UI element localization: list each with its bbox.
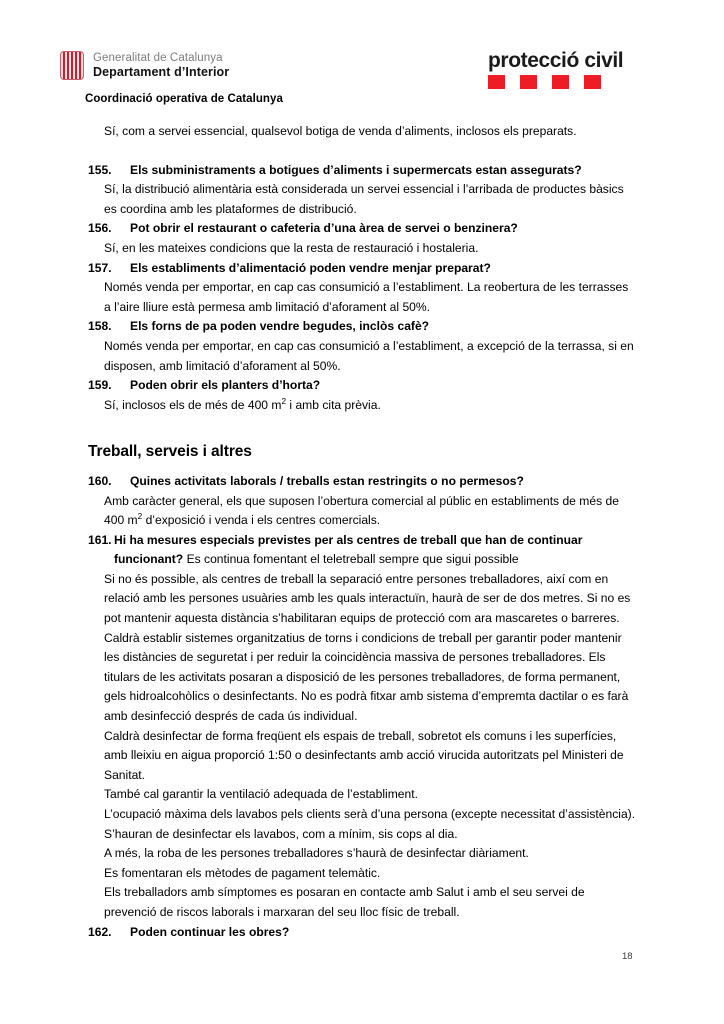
question-number: 162.	[88, 924, 112, 939]
answer-paragraph: Es fomentaran els mètodes de pagament telemàtic.	[104, 865, 381, 880]
generalitat-name: Generalitat de Catalunya	[93, 52, 223, 64]
question-number: 161.	[88, 532, 112, 547]
qa-item-157	[88, 259, 636, 318]
question-text: Poden continuar les obres?	[130, 924, 290, 939]
question-text: Quines activitats laborals / treballs estan restringits o no permesos?	[130, 473, 524, 488]
question-number: 158.	[88, 319, 112, 334]
question-number: 160.	[88, 473, 112, 488]
intro-answer: Sí, com a servei essencial, qualsevol botiga de venda d’aliments, inclosos els preparats.	[104, 124, 577, 138]
superscript-exponent: 2	[281, 396, 287, 406]
question-number: 157.	[88, 260, 112, 275]
qa-item-156	[88, 219, 636, 258]
question-text	[114, 531, 636, 570]
question-number: 159.	[88, 378, 112, 393]
answer-paragraph: Si no és possible, als centres de treball la separació entre persones treballadores, així com en relació amb les persones usuàries amb les quals interactuïn, haurà de ser de dos metres. Si no es pot mantenir aquesta distància s’habilitaran equips de protecció com ara mascaretes o barreres. Caldrà establir sistemes organitzatius de torns i condicions de treball per garantir poder mantenir les distàncies de seguretat i per reduir la coincidència massiva de persones treballadores. Els titulars de les activitats posaran a disposició de les persones treballadores, de forma permanent, gels hidroalcohòlics o desinfectants. No es podrà fitxar amb sistema d’empremta dactilar o es farà amb desinfecció després de cada ús individual.	[104, 571, 631, 724]
red-square-icon	[552, 75, 569, 89]
answer-text-post: d’exposició i venda i els centres comercials.	[142, 513, 381, 528]
shield-stripes	[63, 52, 81, 79]
qa-item-160	[88, 472, 636, 531]
document-body	[88, 122, 636, 942]
answer-text-pre: Amb caràcter general, els que suposen l’obertura comercial al públic en establiments de més de 400 m	[104, 493, 619, 528]
page-header	[0, 0, 724, 110]
question-row	[88, 259, 636, 279]
answer-text-pre: Sí, inclosos els de més de 400 m	[104, 397, 282, 412]
answer-text-post: i amb cita prèvia.	[286, 397, 381, 412]
question-text: Poden obrir els planters d’horta?	[130, 378, 321, 393]
question-row	[88, 376, 636, 396]
qa-item-162	[88, 923, 636, 943]
qa-item-159	[88, 376, 636, 415]
answer-text: Només venda per emportar, en cap cas consumició a l’establiment. La reobertura de les terrasses a l’aire lliure està permesa amb limitació d’aforament al 50%.	[104, 280, 629, 314]
question-row	[88, 161, 636, 181]
question-text: Els establiments d’alimentació poden vendre menjar preparat?	[130, 260, 491, 275]
answer-text: Sí, en les mateixes condicions que la resta de restauració i hostaleria.	[104, 240, 479, 255]
question-text-bold: Hi ha mesures especials previstes per als centres de treball que han de continuar funcionant?	[114, 532, 583, 567]
inline-answer-text: Es continua fomentant el teletreball sempre que sigui possible	[183, 552, 519, 567]
qa-item-155	[88, 161, 636, 220]
superscript-exponent: 2	[137, 512, 143, 522]
generalitat-logo-text	[93, 51, 229, 79]
answer-text: Només venda per emportar, en cap cas consumició a l’establiment, a excepció de la terrassa, si en disposen, amb limitació d’aforament al 50%.	[104, 338, 634, 373]
proteccio-civil-wordmark: protecció civil	[488, 49, 624, 72]
question-row	[88, 317, 636, 337]
question-row	[88, 472, 636, 492]
question-text: Els forns de pa poden vendre begudes, inclòs cafè?	[130, 319, 430, 334]
answer-paragraph: A més, la roba de les persones treballadores s’haurà de desinfectar diàriament.	[104, 846, 529, 861]
answer-paragraph: L’ocupació màxima dels lavabos pels clients serà d’una persona (excepte necessitat d’assistència). S’hauran de desinfectar els lavabos, com a mínim, sis cops al dia.	[104, 807, 636, 841]
page-number: 18	[622, 951, 633, 962]
answer-text: Sí, la distribució alimentària està considerada un servei essencial i l’arribada de productes bàsics es coordina amb les plataformes de distribució.	[104, 182, 624, 216]
answer-paragraph: També cal garantir la ventilació adequada de l’establiment.	[104, 787, 418, 802]
question-number: 155.	[88, 162, 112, 177]
answer-paragraph: Caldrà desinfectar de forma freqüent els espais de treball, sobretot els comuns i les superfícies, amb lleixiu en aigua proporció 1:50 o desinfectants amb acció virucida autoritzats pel Ministeri de Sanitat.	[104, 728, 624, 782]
red-square-icon	[520, 75, 537, 89]
generalitat-logo	[60, 51, 229, 80]
answer-paragraph: Els treballadors amb símptomes es posaran en contacte amb Salut i amb el seu servei de prevenció de riscos laborals i marxaran del seu lloc físic de treball.	[104, 885, 585, 919]
section-heading: Treball, serveis i altres	[88, 443, 252, 461]
answer-text	[104, 492, 636, 531]
question-row	[88, 219, 636, 239]
question-row	[88, 531, 636, 570]
question-text: Els subministraments a botigues d’aliments i supermercats estan assegurats?	[130, 162, 582, 177]
answer-text	[104, 396, 636, 416]
department-name: Departament d’Interior	[93, 64, 230, 79]
question-row	[88, 923, 636, 943]
red-square-icon	[488, 75, 505, 89]
red-square-icon	[584, 75, 601, 89]
qa-item-161	[88, 531, 636, 923]
proteccio-civil-squares	[488, 75, 638, 89]
question-number: 156.	[88, 221, 112, 236]
qa-item-158	[88, 317, 636, 376]
catalan-shield-icon	[60, 51, 84, 80]
header-subtitle: Coordinació operativa de Catalunya	[85, 93, 283, 105]
proteccio-civil-logo	[488, 50, 638, 89]
question-text: Pot obrir el restaurant o cafeteria d’una àrea de servei o benzinera?	[130, 221, 518, 236]
